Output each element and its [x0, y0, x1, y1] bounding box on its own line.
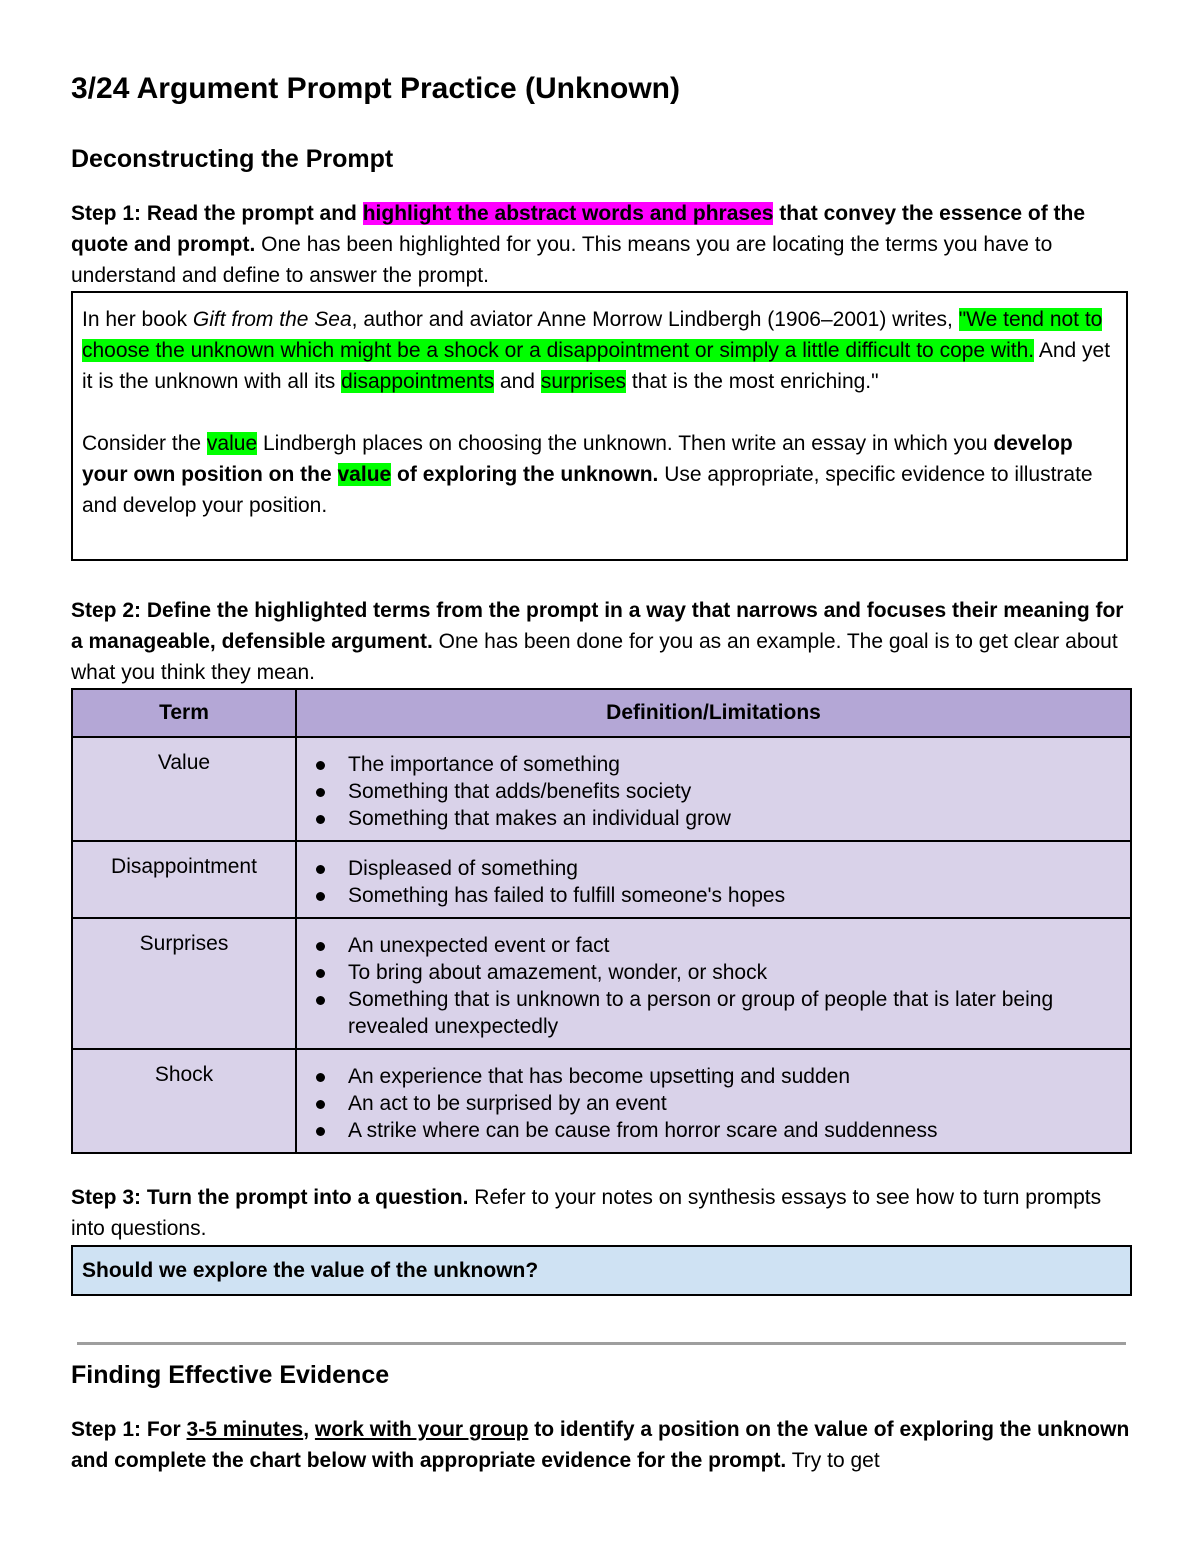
highlight-disappointments: disappointments — [341, 370, 495, 393]
section-divider — [77, 1342, 1126, 1345]
section-heading-deconstructing: Deconstructing the Prompt — [71, 145, 394, 173]
definition-cell — [296, 841, 1131, 918]
list-item: An experience that has become upsetting and sudden — [348, 1063, 1110, 1090]
list-item: Something has failed to fulfill someone's hopes — [348, 882, 1110, 909]
list-item: Something that adds/benefits society — [348, 778, 1110, 805]
table-row — [72, 1049, 1131, 1153]
step2-label: Step 2: — [71, 599, 142, 622]
prompt-box — [71, 291, 1128, 561]
list-item: Displeased of something — [348, 855, 1110, 882]
step1-instructions — [71, 198, 1132, 291]
step3-bold: Turn the prompt into a question. — [146, 1186, 469, 1209]
list-item: The importance of something — [348, 751, 1110, 778]
step2-normal: One has been done for you as an example. The goal is to get clear about what you think they mean. — [71, 630, 1118, 684]
definition-list — [297, 751, 1110, 832]
highlight-value: value — [206, 432, 258, 455]
prompt-paragraph-2 — [82, 428, 1116, 521]
term-cell: Shock — [72, 1049, 296, 1153]
list-item: A strike where can be cause from horror scare and suddenness — [348, 1117, 1110, 1144]
definition-list — [297, 932, 1110, 1040]
prompt-text: And yet it is the unknown with all its — [82, 339, 1111, 393]
prompt-text: and — [499, 370, 535, 393]
step1-normal: One has been highlighted for you. This means you are locating the terms you have to understand and define to answer the prompt. — [71, 233, 1053, 287]
step1-label: Step 1: — [71, 202, 142, 225]
prompt-text: Use appropriate, specific evidence to illustrate and develop your position. — [82, 463, 1093, 517]
definition-list — [297, 1063, 1110, 1144]
prompt-text: Lindbergh places on choosing the unknown. Then write an essay in which you — [262, 432, 988, 455]
table-row — [72, 737, 1131, 841]
step1-highlight: highlight the abstract words and phrases — [362, 202, 774, 225]
step1-bold-before: Read the prompt and — [146, 202, 357, 225]
evidence-step1-instructions — [71, 1414, 1132, 1476]
list-item: An unexpected event or fact — [348, 932, 1110, 959]
evidence-step1-label: Step 1: — [71, 1418, 142, 1441]
comma: , — [303, 1418, 310, 1441]
definition-list — [297, 855, 1110, 909]
list-item: An act to be surprised by an event — [348, 1090, 1110, 1117]
highlight-surprises: surprises — [540, 370, 627, 393]
table-row — [72, 841, 1131, 918]
page-title: 3/24 Argument Prompt Practice (Unknown) — [71, 72, 680, 105]
term-cell: Value — [72, 737, 296, 841]
term-cell: Surprises — [72, 918, 296, 1049]
highlight-quote: "We tend not to choose the unknown which might be a shock or a disappointment or simply a little difficult to cope with. — [82, 308, 1103, 362]
step2-bold: Define the highlighted terms from the prompt in a way that narrows and focuses their meaning for a manageable, defensible argument. — [71, 599, 1124, 653]
step3-label: Step 3: — [71, 1186, 142, 1209]
prompt-text: In her book — [82, 308, 188, 331]
step3-instructions — [71, 1182, 1132, 1244]
underlined-time: 3-5 minutes — [186, 1418, 304, 1441]
header-definition: Definition/Limitations — [296, 689, 1131, 737]
prompt-bold-text: of exploring the unknown. — [397, 463, 659, 486]
term-cell: Disappointment — [72, 841, 296, 918]
prompt-text: that is the most enriching." — [631, 370, 879, 393]
step3-normal: Refer to your notes on synthesis essays to see how to turn prompts into questions. — [71, 1186, 1102, 1240]
prompt-text: Consider the — [82, 432, 202, 455]
evidence-step1-normal: Try to get — [791, 1449, 880, 1472]
prompt-text: , author and aviator Anne Morrow Lindbergh (1906–2001) writes, — [351, 308, 953, 331]
step1-bold-after: that convey the essence of the quote and prompt. — [71, 202, 1086, 256]
definition-cell — [296, 1049, 1131, 1153]
list-item: Something that is unknown to a person or group of people that is later being revealed unexpectedly — [348, 986, 1110, 1040]
table-header-row — [72, 689, 1131, 737]
underlined-group: work with your group — [314, 1418, 529, 1441]
table-row — [72, 918, 1131, 1049]
question-text: Should we explore the value of the unknown? — [82, 1259, 539, 1282]
definitions-table — [71, 688, 1132, 1154]
step2-instructions — [71, 595, 1132, 688]
definition-cell — [296, 737, 1131, 841]
highlight-value: value — [337, 463, 392, 486]
list-item: Something that makes an individual grow — [348, 805, 1110, 832]
evidence-step1-bold: to identify a position on the value of exploring the unknown and complete the chart below with appropriate evidence for the prompt. — [71, 1418, 1130, 1472]
list-item: To bring about amazement, wonder, or shock — [348, 959, 1110, 986]
prompt-paragraph-1 — [82, 304, 1116, 397]
question-box — [71, 1245, 1132, 1296]
prompt-bold-text: develop your own position on the — [82, 432, 1073, 486]
book-title: Gift from the Sea — [192, 308, 352, 331]
section-heading-finding: Finding Effective Evidence — [71, 1361, 390, 1389]
definition-cell — [296, 918, 1131, 1049]
evidence-step1-for: For — [146, 1418, 181, 1441]
header-term: Term — [72, 689, 296, 737]
